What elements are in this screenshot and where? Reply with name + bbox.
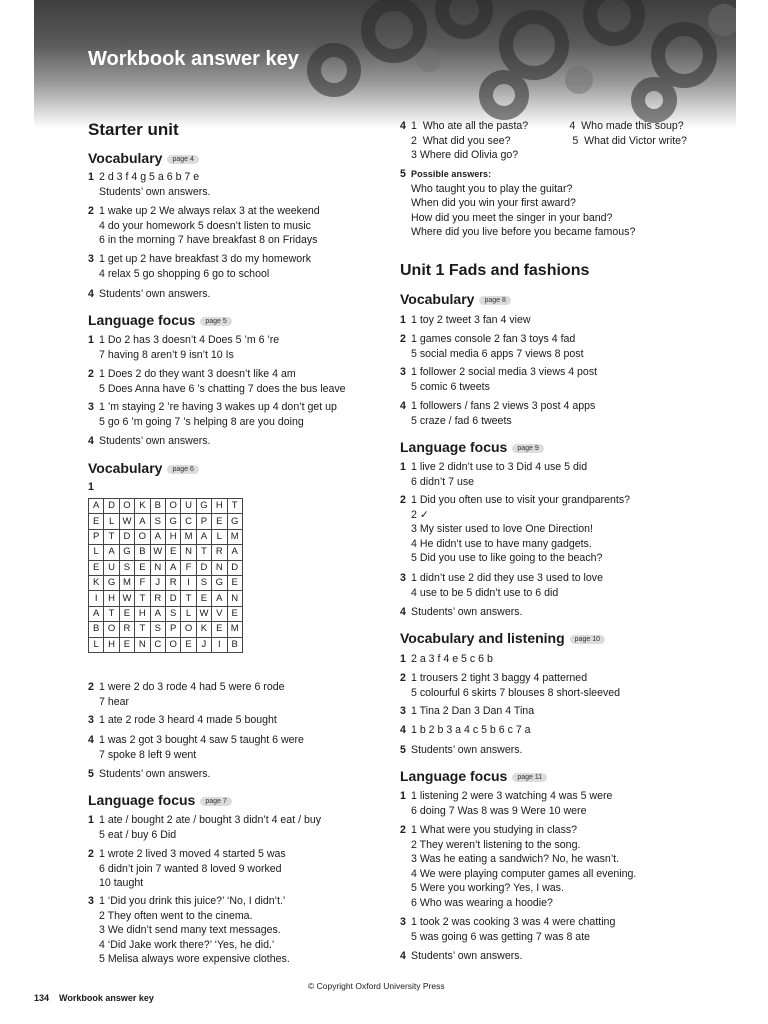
exercise-3: 3 1 didn’t use 2 did they use 3 used to love 4 use to be 5 didn’t use to 6 did — [400, 572, 603, 599]
grid-cell: L — [212, 529, 227, 544]
grid-cell: E — [89, 514, 104, 529]
grid-cell: J — [196, 637, 211, 652]
grid-cell: H — [212, 499, 227, 514]
grid-cell: T — [135, 591, 150, 606]
exercise-1: 1 1 Do 2 has 3 doesn’t 4 Does 5 ’m 6 ’re 7 having 8 aren’t 9 isn’t 10 Is — [88, 334, 280, 361]
grid-cell: E — [89, 560, 104, 575]
exercise-4: 4 1 Who ate all the pasta? 4 Who made this soup? 2 What did you see? 5 What did Victor write? 3 Where did Olivia go? — [400, 120, 687, 162]
grid-cell: R — [165, 575, 180, 590]
grid-cell: A — [150, 606, 165, 621]
word-search-grid — [88, 498, 243, 653]
unit-title-1: Unit 1 Fads and fashions — [400, 262, 590, 279]
exercise-4: 4 1 followers / fans 2 views 3 post 4 apps 5 craze / fad 6 tweets — [400, 400, 596, 427]
exercise-3: 3 1 ate 2 rode 3 heard 4 made 5 bought — [88, 714, 277, 726]
grid-cell: I — [89, 591, 104, 606]
grid-row — [89, 622, 243, 637]
grid-cell: R — [212, 545, 227, 560]
exercise-4: 4 Students’ own answers. — [400, 950, 523, 962]
grid-cell: P — [196, 514, 211, 529]
grid-row — [89, 545, 243, 560]
exercise-3: 3 1 get up 2 have breakfast 3 do my homework 4 relax 5 go shopping 6 go to school — [88, 253, 311, 280]
exercise-4: 4 Students’ own answers. — [88, 435, 211, 447]
grid-cell: O — [119, 499, 134, 514]
grid-cell: C — [181, 514, 196, 529]
exercise-2: 2 1 Did you often use to visit your grandparents? 2 ✓ 3 My sister used to love One Direction! 4 He didn’t use to have many gadgets. 5 Did you use to like going to the beach? — [400, 494, 631, 565]
grid-cell: N — [181, 545, 196, 560]
grid-cell: K — [89, 575, 104, 590]
grid-cell: T — [227, 499, 242, 514]
exercise-3: 3 1 ’m staying 2 ’re having 3 wakes up 4 don’t get up 5 go 6 ’m going 7 ’s helping 8 are you doing — [88, 401, 337, 428]
grid-cell: E — [135, 560, 150, 575]
grid-cell: R — [119, 622, 134, 637]
grid-cell: E — [227, 606, 242, 621]
section-vocabulary-p8: Vocabulary page 8 — [400, 291, 511, 307]
grid-cell: T — [104, 529, 119, 544]
page-title: Workbook answer key — [88, 48, 299, 70]
grid-row — [89, 637, 243, 652]
grid-cell: H — [135, 606, 150, 621]
exercise-1: 1 1 listening 2 were 3 watching 4 was 5 were 6 doing 7 Was 8 was 9 Were 10 were — [400, 790, 613, 817]
grid-cell: N — [212, 560, 227, 575]
grid-row — [89, 575, 243, 590]
exercise-5: 5 Possible answers: Who taught you to play the guitar? When did you win your first award? How did you meet the singer in your band? Where did you live before you became famous? — [400, 168, 636, 239]
grid-cell: E — [119, 606, 134, 621]
exercise-1: 1 1 toy 2 tweet 3 fan 4 view — [400, 314, 531, 326]
grid-cell: B — [227, 637, 242, 652]
grid-cell: V — [212, 606, 227, 621]
exercise-3: 3 1 follower 2 social media 3 views 4 post 5 comic 6 tweets — [400, 366, 598, 393]
grid-cell: H — [165, 529, 180, 544]
exercise-1: 1 2 a 3 f 4 e 5 c 6 b — [400, 653, 493, 665]
grid-cell: E — [181, 637, 196, 652]
grid-cell: S — [150, 622, 165, 637]
grid-cell: S — [196, 575, 211, 590]
grid-row — [89, 499, 243, 514]
grid-cell: E — [119, 637, 134, 652]
grid-cell: E — [165, 545, 180, 560]
exercise-5: 5 Students’ own answers. — [400, 744, 523, 756]
grid-cell: O — [135, 529, 150, 544]
grid-cell: P — [89, 529, 104, 544]
exercise-2: 2 1 What were you studying in class? 2 They weren’t listening to the song. 3 Was he eating a sandwich? No, he wasn’t. 4 We were playing computer games all evening. 5 Were you working? Yes, I was. 6 Who was wearing a hoodie? — [400, 824, 637, 909]
grid-cell: T — [181, 591, 196, 606]
exercise-2: 2 1 games console 2 fan 3 toys 4 fad 5 social media 6 apps 7 views 8 post — [400, 333, 584, 360]
grid-cell: R — [150, 591, 165, 606]
grid-cell: A — [104, 545, 119, 560]
exercise-3: 3 1 took 2 was cooking 3 was 4 were chatting 5 was going 6 was getting 7 was 8 ate — [400, 916, 616, 943]
grid-cell: E — [227, 575, 242, 590]
grid-cell: I — [212, 637, 227, 652]
exercise-3: 3 1 ‘Did you drink this juice?’ ‘No, I didn’t.’ 2 They often went to the cinema. 3 We didn’t send many text messages. 4 ‘Did Jake work there?’ ‘Yes, he did.’ 5 Melisa always wore expensive clothes. — [88, 895, 290, 966]
grid-cell: A — [150, 529, 165, 544]
section-language-focus-p11: Language focus page 11 — [400, 768, 547, 784]
grid-cell: T — [104, 606, 119, 621]
grid-cell: H — [104, 637, 119, 652]
section-language-focus-p5: Language focus page 5 — [88, 312, 232, 328]
exercise-2: 2 1 wake up 2 We always relax 3 at the weekend 4 do your homework 5 doesn’t listen to music 6 in the morning 7 have breakfast 8 on Fridays — [88, 205, 320, 247]
grid-cell: A — [227, 545, 242, 560]
grid-cell: U — [104, 560, 119, 575]
grid-cell: B — [135, 545, 150, 560]
section-vocabulary-p4: Vocabulary page 4 — [88, 150, 199, 166]
grid-cell: E — [196, 591, 211, 606]
grid-cell: W — [196, 606, 211, 621]
grid-cell: L — [89, 545, 104, 560]
grid-cell: T — [196, 545, 211, 560]
grid-cell: G — [196, 499, 211, 514]
grid-cell: G — [165, 514, 180, 529]
exercise-2: 2 1 Does 2 do they want 3 doesn’t like 4 am 5 Does Anna have 6 ’s chatting 7 does the bus leave — [88, 368, 346, 395]
grid-cell: T — [135, 622, 150, 637]
grid-cell: P — [165, 622, 180, 637]
grid-cell: A — [89, 606, 104, 621]
grid-cell: F — [181, 560, 196, 575]
grid-cell: M — [227, 622, 242, 637]
grid-cell: L — [104, 514, 119, 529]
grid-cell: K — [135, 499, 150, 514]
grid-cell: S — [165, 606, 180, 621]
exercise-4: 4 Students’ own answers. — [400, 606, 523, 618]
exercise-2: 2 1 trousers 2 tight 3 baggy 4 patterned 5 colourful 6 skirts 7 blouses 8 short-sleeved — [400, 672, 621, 699]
grid-cell: E — [212, 622, 227, 637]
grid-cell: C — [150, 637, 165, 652]
grid-cell: H — [104, 591, 119, 606]
exercise-2: 2 1 wrote 2 lived 3 moved 4 started 5 was 6 didn’t join 7 wanted 8 loved 9 worked 10 taught — [88, 848, 286, 890]
grid-cell: U — [181, 499, 196, 514]
grid-cell: I — [181, 575, 196, 590]
unit-title-starter: Starter unit — [88, 120, 179, 139]
grid-cell: W — [119, 591, 134, 606]
grid-cell: M — [227, 529, 242, 544]
exercise-5: 5 Students’ own answers. — [88, 768, 211, 780]
grid-cell: B — [150, 499, 165, 514]
grid-cell: A — [212, 591, 227, 606]
grid-cell: O — [165, 637, 180, 652]
grid-cell: O — [181, 622, 196, 637]
grid-cell: A — [196, 529, 211, 544]
grid-cell: D — [227, 560, 242, 575]
grid-cell: W — [119, 514, 134, 529]
grid-row — [89, 591, 243, 606]
exercise-1: 1 1 ate / bought 2 ate / bought 3 didn’t 4 eat / buy 5 eat / buy 6 Did — [88, 814, 322, 841]
grid-cell: L — [181, 606, 196, 621]
section-language-focus-p9: Language focus page 9 — [400, 439, 544, 455]
grid-row — [89, 529, 243, 544]
grid-cell: S — [119, 560, 134, 575]
grid-cell: G — [119, 545, 134, 560]
exercise-4: 4 Students’ own answers. — [88, 288, 211, 300]
grid-cell: J — [150, 575, 165, 590]
exercise-4: 4 1 was 2 got 3 bought 4 saw 5 taught 6 were 7 spoke 8 left 9 went — [88, 734, 304, 761]
grid-cell: F — [135, 575, 150, 590]
page-number-footer: 134 Workbook answer key — [34, 993, 154, 1003]
grid-cell: N — [227, 591, 242, 606]
copyright: © Copyright Oxford University Press — [308, 981, 445, 991]
exercise-1: 1 2 d 3 f 4 g 5 a 6 b 7 e Students’ own answers. — [88, 171, 211, 198]
section-vocabulary-p6: Vocabulary page 6 — [88, 460, 199, 476]
grid-cell: N — [150, 560, 165, 575]
grid-cell: G — [104, 575, 119, 590]
section-vocabulary-listening-p10: Vocabulary and listening page 10 — [400, 630, 605, 646]
exercise-4: 4 1 b 2 b 3 a 4 c 5 b 6 c 7 a — [400, 724, 531, 736]
grid-cell: M — [181, 529, 196, 544]
grid-cell: A — [135, 514, 150, 529]
grid-cell: N — [135, 637, 150, 652]
grid-cell: D — [104, 499, 119, 514]
grid-cell: S — [150, 514, 165, 529]
page-header — [34, 0, 736, 128]
grid-row — [89, 514, 243, 529]
exercise-3: 3 1 Tina 2 Dan 3 Dan 4 Tina — [400, 705, 535, 717]
grid-cell: B — [89, 622, 104, 637]
grid-cell: E — [212, 514, 227, 529]
grid-cell: G — [212, 575, 227, 590]
section-language-focus-p7: Language focus page 7 — [88, 792, 232, 808]
grid-cell: G — [227, 514, 242, 529]
grid-cell: D — [165, 591, 180, 606]
grid-cell: D — [196, 560, 211, 575]
grid-cell: K — [196, 622, 211, 637]
grid-cell: O — [165, 499, 180, 514]
grid-cell: A — [89, 499, 104, 514]
exercise-2: 2 1 were 2 do 3 rode 4 had 5 were 6 rode 7 hear — [88, 681, 285, 708]
grid-cell: A — [165, 560, 180, 575]
grid-cell: W — [150, 545, 165, 560]
grid-row — [89, 606, 243, 621]
grid-cell: M — [119, 575, 134, 590]
grid-cell: L — [89, 637, 104, 652]
grid-row — [89, 560, 243, 575]
grid-cell: D — [119, 529, 134, 544]
grid-cell: O — [104, 622, 119, 637]
exercise-1: 1 1 live 2 didn’t use to 3 Did 4 use 5 did 6 didn’t 7 use — [400, 461, 588, 488]
